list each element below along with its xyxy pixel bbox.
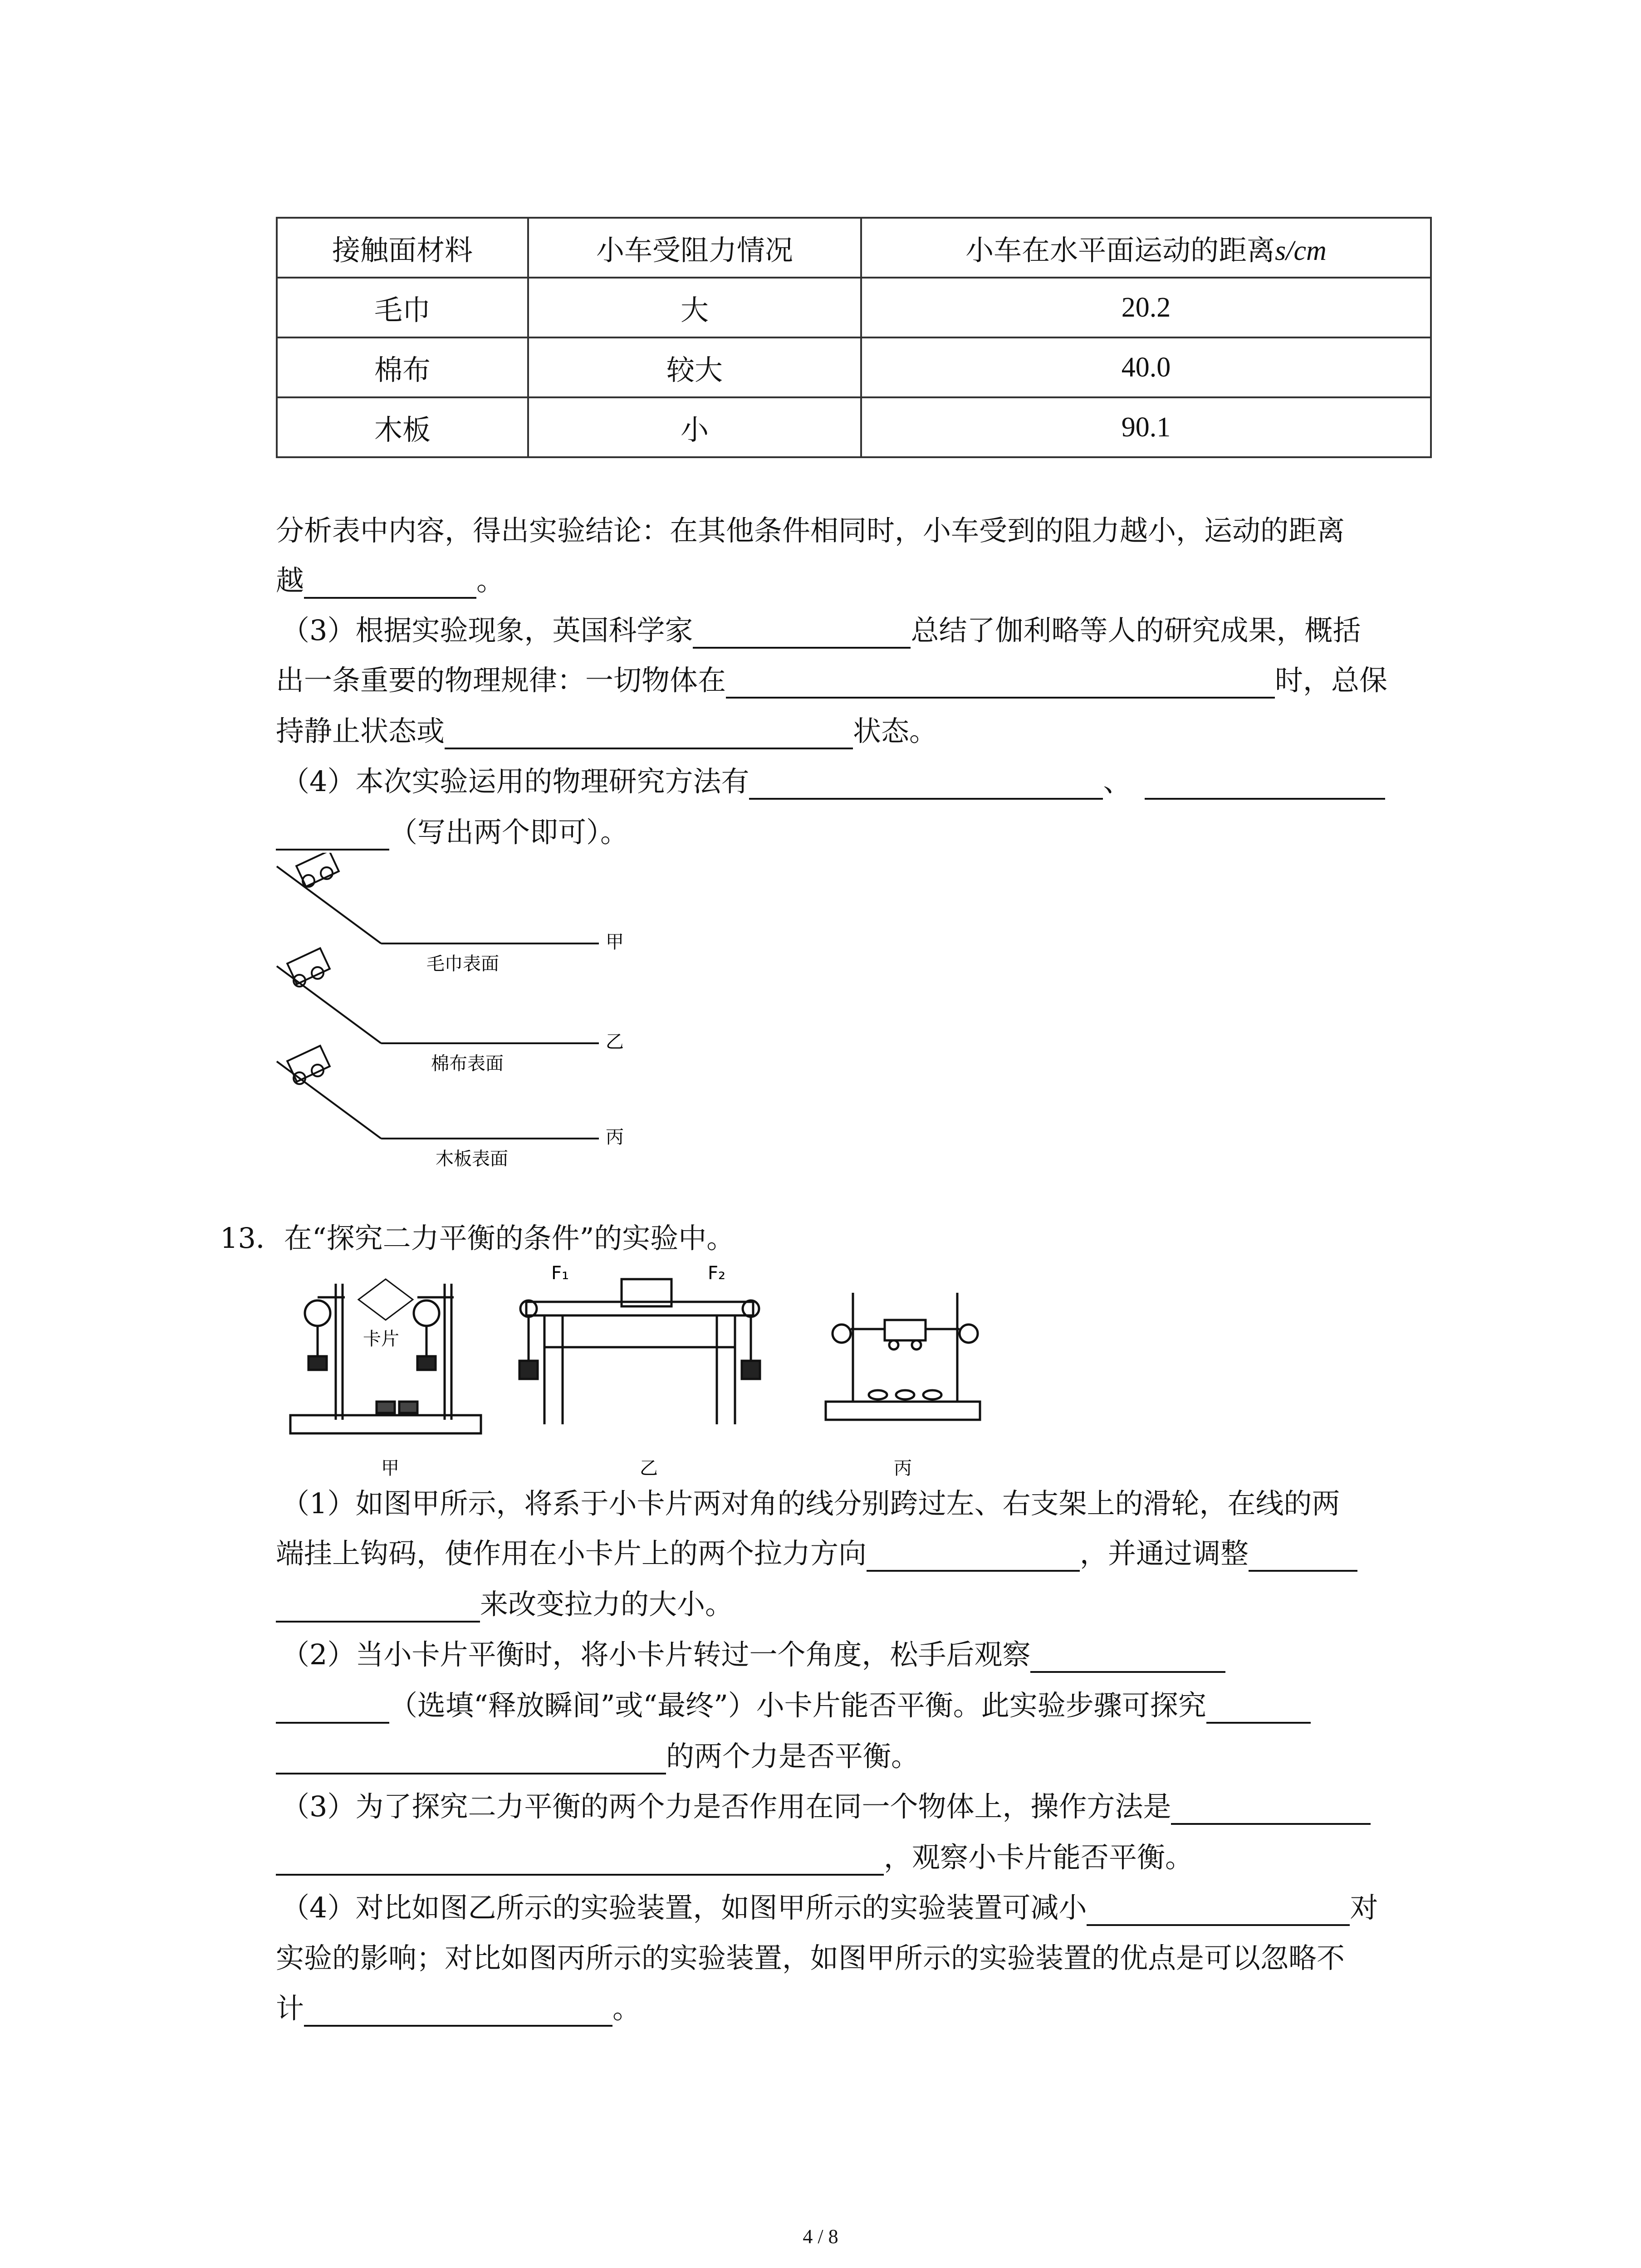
answer-blank[interactable] (304, 1993, 612, 2027)
table-header: 接触面材料 (277, 218, 528, 278)
two-force-balance-figure (272, 1266, 1007, 1483)
text: 。 (476, 564, 505, 597)
q13-part4-line2: 实验的影响；对比如图丙所示的实验装置，如图甲所示的实验装置的优点是可以忽略不 (276, 1941, 1345, 1975)
table-header-unit: s/cm (1275, 235, 1327, 266)
force-label-f1: F₁ (551, 1266, 569, 1284)
text: 来改变拉力的大小。 (480, 1588, 734, 1621)
surface-label: 木板表面 (436, 1149, 508, 1169)
force-label-f2: F₂ (708, 1266, 726, 1284)
figure-tag: 甲 (606, 932, 624, 953)
weight-icon (869, 1390, 887, 1399)
text: （选填“释放瞬间”或“最终”）小卡片能否平衡。此实验步骤可探究 (389, 1689, 1206, 1722)
text: 端挂上钩码，使作用在小卡片上的两个拉力方向 (276, 1537, 867, 1570)
answer-blank[interactable] (1206, 1690, 1311, 1724)
q13-part4-line3 (276, 1990, 641, 2027)
text: （3）为了探究二力平衡的两个力是否作用在同一个物体上，操作方法是 (281, 1790, 1171, 1823)
figure-caption: 乙 (640, 1458, 658, 1479)
q13-part2-line2 (276, 1687, 1311, 1724)
text: ，并通过调整 (1080, 1537, 1249, 1570)
weight-icon (742, 1361, 760, 1379)
text: 总结了伽利略等人的研究成果，概括 (911, 614, 1361, 647)
table-cell: 大 (528, 278, 861, 337)
text: 的两个力是否平衡。 (666, 1740, 920, 1773)
incline-experiment-figure (272, 853, 644, 1179)
answer-blank[interactable] (693, 615, 911, 649)
table-cell: 20.2 (861, 278, 1431, 337)
wheel-icon (912, 1340, 921, 1349)
results-table (276, 217, 1432, 458)
card-icon (358, 1279, 413, 1320)
surface-label: 棉布表面 (431, 1053, 504, 1074)
text: 状态。 (853, 714, 938, 748)
text: ，观察小卡片能否平衡。 (884, 1841, 1194, 1874)
q13-part3-line1 (281, 1789, 1371, 1825)
q12-part3-line2 (276, 662, 1387, 699)
answer-blank[interactable] (276, 1589, 480, 1623)
pulley-icon (960, 1325, 978, 1343)
text: 出一条重要的物理规律：一切物体在 (276, 664, 726, 697)
table-header (861, 218, 1431, 278)
q13-part1-line2 (276, 1535, 1357, 1572)
answer-blank[interactable] (1171, 1791, 1371, 1825)
answer-blank[interactable] (749, 766, 1103, 800)
answer-blank[interactable] (1087, 1892, 1350, 1926)
weight-icon (309, 1356, 327, 1370)
text: 、 (1103, 765, 1132, 798)
q12-part4-line2 (276, 814, 628, 850)
wheel-icon (889, 1340, 898, 1349)
answer-blank[interactable] (445, 716, 853, 749)
pulley-icon (833, 1325, 851, 1343)
q12-part4-line1 (281, 763, 1385, 800)
text: 对 (1350, 1891, 1378, 1924)
answer-blank[interactable] (276, 1842, 884, 1876)
figure-caption: 丙 (894, 1458, 912, 1479)
q13-part3-line2 (276, 1839, 1193, 1876)
table-cell: 棉布 (277, 337, 528, 397)
table-cell: 90.1 (861, 397, 1431, 457)
weight-icon (896, 1390, 914, 1399)
q13-title: 13．在“探究二力平衡的条件”的实验中。 (220, 1222, 735, 1255)
answer-blank[interactable] (276, 817, 389, 850)
card-label: 卡片 (363, 1329, 399, 1349)
table-header-row (277, 218, 1431, 278)
q13-part2-line1 (281, 1637, 1225, 1673)
table-cell: 较大 (528, 337, 861, 397)
table-cell: 小 (528, 397, 861, 457)
table-cell: 毛巾 (277, 278, 528, 337)
answer-blank[interactable] (726, 665, 1275, 699)
text: 越 (276, 564, 304, 597)
pulley-icon (305, 1300, 330, 1326)
q12-conclusion-line2 (276, 562, 505, 599)
figure-tag: 乙 (606, 1031, 624, 1052)
q13-part1-line3 (276, 1586, 733, 1623)
answer-blank[interactable] (1145, 766, 1385, 800)
figure-caption: 甲 (381, 1458, 399, 1479)
table-top (526, 1302, 753, 1315)
table-header-text: 小车在水平面运动的距离 (965, 233, 1275, 267)
answer-blank[interactable] (276, 1690, 389, 1724)
text: 计 (276, 1992, 304, 2025)
text: （写出两个即可）。 (389, 816, 629, 849)
text: （4）对比如图乙所示的实验装置，如图甲所示的实验装置可减小 (281, 1891, 1087, 1924)
surface-label: 毛巾表面 (426, 953, 499, 974)
q12-conclusion-line1: 分析表中内容，得出实验结论：在其他条件相同时，小车受到的阻力越小，运动的距离 (276, 514, 1345, 547)
answer-blank[interactable] (1249, 1538, 1357, 1572)
q13-part2-line3 (276, 1738, 919, 1774)
pulley-icon (414, 1300, 439, 1326)
text: （3）根据实验现象，英国科学家 (281, 614, 693, 647)
answer-blank[interactable] (1030, 1639, 1225, 1673)
page-number: 4 / 8 (803, 2225, 838, 2248)
weight-icon (399, 1402, 417, 1413)
text: 时，总保 (1275, 664, 1388, 697)
text: （2）当小卡片平衡时，将小卡片转过一个角度，松手后观察 (281, 1638, 1031, 1671)
table-cell: 木板 (277, 397, 528, 457)
text: （4）本次实验运用的物理研究方法有 (281, 765, 749, 798)
weight-icon (519, 1361, 538, 1379)
cart-icon (885, 1320, 926, 1340)
q12-part3-line1 (281, 612, 1361, 649)
text: 持静止状态或 (276, 714, 445, 748)
answer-blank[interactable] (867, 1538, 1080, 1572)
figure-tag: 丙 (606, 1127, 624, 1148)
answer-blank[interactable] (304, 565, 476, 599)
weight-icon (377, 1402, 395, 1413)
table-row (277, 397, 1431, 457)
q13-part1-line1: （1）如图甲所示，将系于小卡片两对角的线分别跨过左、右支架上的滑轮，在线的两 (281, 1487, 1340, 1520)
weight-icon (923, 1390, 941, 1399)
q12-part3-line3 (276, 713, 937, 749)
q13-part4-line1 (281, 1890, 1378, 1926)
answer-blank[interactable] (276, 1741, 666, 1774)
weight-icon (417, 1356, 436, 1370)
table-header: 小车受阻力情况 (528, 218, 861, 278)
table-row (277, 337, 1431, 397)
base-board (826, 1402, 980, 1420)
text: 。 (612, 1992, 641, 2025)
table-row (277, 278, 1431, 337)
table-cell: 40.0 (861, 337, 1431, 397)
